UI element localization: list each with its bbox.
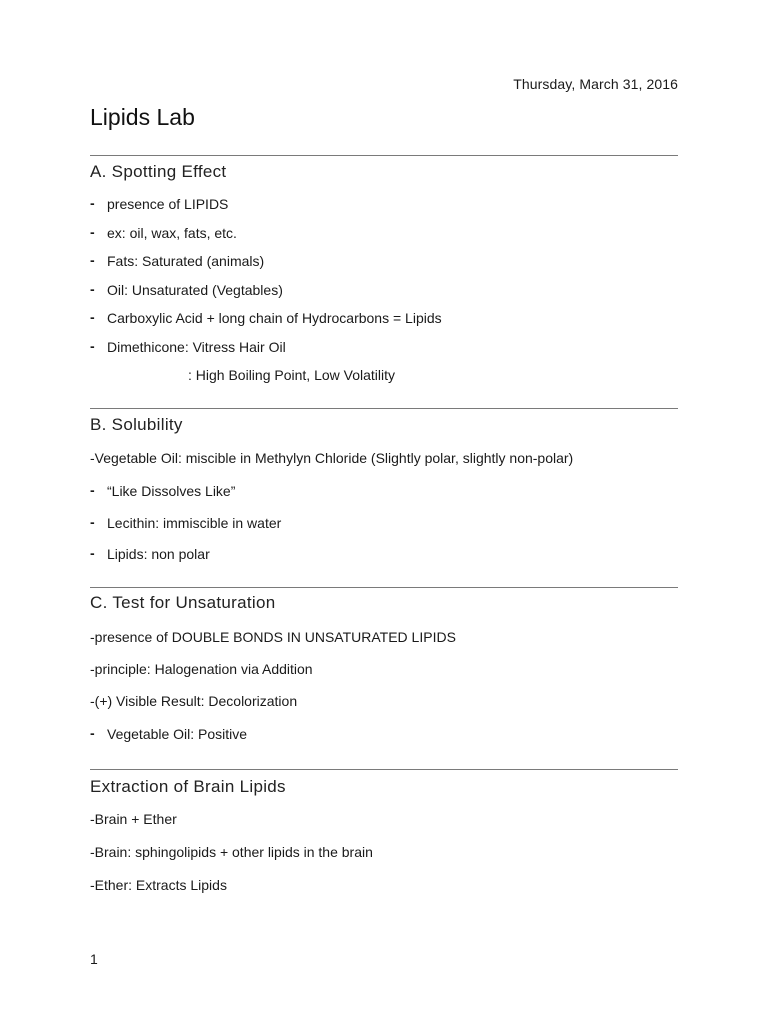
list-item-text: Fats: Saturated (animals) bbox=[107, 253, 265, 269]
page-number: 1 bbox=[90, 951, 98, 967]
section-divider bbox=[90, 769, 678, 770]
bullet-dash-icon: - bbox=[90, 281, 95, 297]
section-divider bbox=[90, 155, 678, 156]
section-heading-extraction-of-brain-lipids: Extraction of Brain Lipids bbox=[90, 777, 286, 796]
section-heading-spotting-effect: A. Spotting Effect bbox=[90, 162, 227, 181]
bullet-dash-icon: - bbox=[90, 252, 95, 268]
list-item-text: Oil: Unsaturated (Vegtables) bbox=[107, 282, 283, 298]
note-line: -Brain + Ether bbox=[90, 811, 177, 827]
list-item-text: Lecithin: immiscible in water bbox=[107, 515, 282, 531]
list-item-text: Vegetable Oil: Positive bbox=[107, 726, 248, 742]
list-item-text: Dimethicone: Vitress Hair Oil bbox=[107, 339, 286, 355]
bullet-dash-icon: - bbox=[90, 725, 95, 741]
note-line: -presence of DOUBLE BONDS IN UNSATURATED LIPIDS bbox=[90, 629, 456, 645]
bullet-dash-icon: - bbox=[90, 224, 95, 240]
bullet-dash-icon: - bbox=[90, 195, 95, 211]
bullet-dash-icon: - bbox=[90, 482, 95, 498]
list-item-text: Lipids: non polar bbox=[107, 546, 210, 562]
list-item-continuation: : High Boiling Point, Low Volatility bbox=[188, 367, 395, 383]
list-item-text: “Like Dissolves Like” bbox=[107, 483, 236, 499]
bullet-dash-icon: - bbox=[90, 309, 95, 325]
document-title: Lipids Lab bbox=[90, 104, 195, 130]
section-heading-solubility: B. Solubility bbox=[90, 415, 183, 434]
list-item-text: Carboxylic Acid + long chain of Hydrocarbons = Lipids bbox=[107, 310, 442, 326]
bullet-dash-icon: - bbox=[90, 545, 95, 561]
note-line: -Brain: sphingolipids + other lipids in the brain bbox=[90, 844, 373, 860]
note-line: -Ether: Extracts Lipids bbox=[90, 877, 227, 893]
list-item-text: presence of LIPIDS bbox=[107, 196, 229, 212]
section-heading-test-for-unsaturation: C. Test for Unsaturation bbox=[90, 593, 276, 612]
section-divider bbox=[90, 587, 678, 588]
note-line: -principle: Halogenation via Addition bbox=[90, 661, 313, 677]
bullet-dash-icon: - bbox=[90, 338, 95, 354]
bullet-dash-icon: - bbox=[90, 514, 95, 530]
note-line: -(+) Visible Result: Decolorization bbox=[90, 693, 298, 709]
list-item-text: ex: oil, wax, fats, etc. bbox=[107, 225, 237, 241]
section-divider bbox=[90, 408, 678, 409]
note-line: -Vegetable Oil: miscible in Methylyn Chloride (Slightly polar, slightly non-polar) bbox=[90, 450, 574, 466]
document-date: Thursday, March 31, 2016 bbox=[513, 76, 678, 92]
